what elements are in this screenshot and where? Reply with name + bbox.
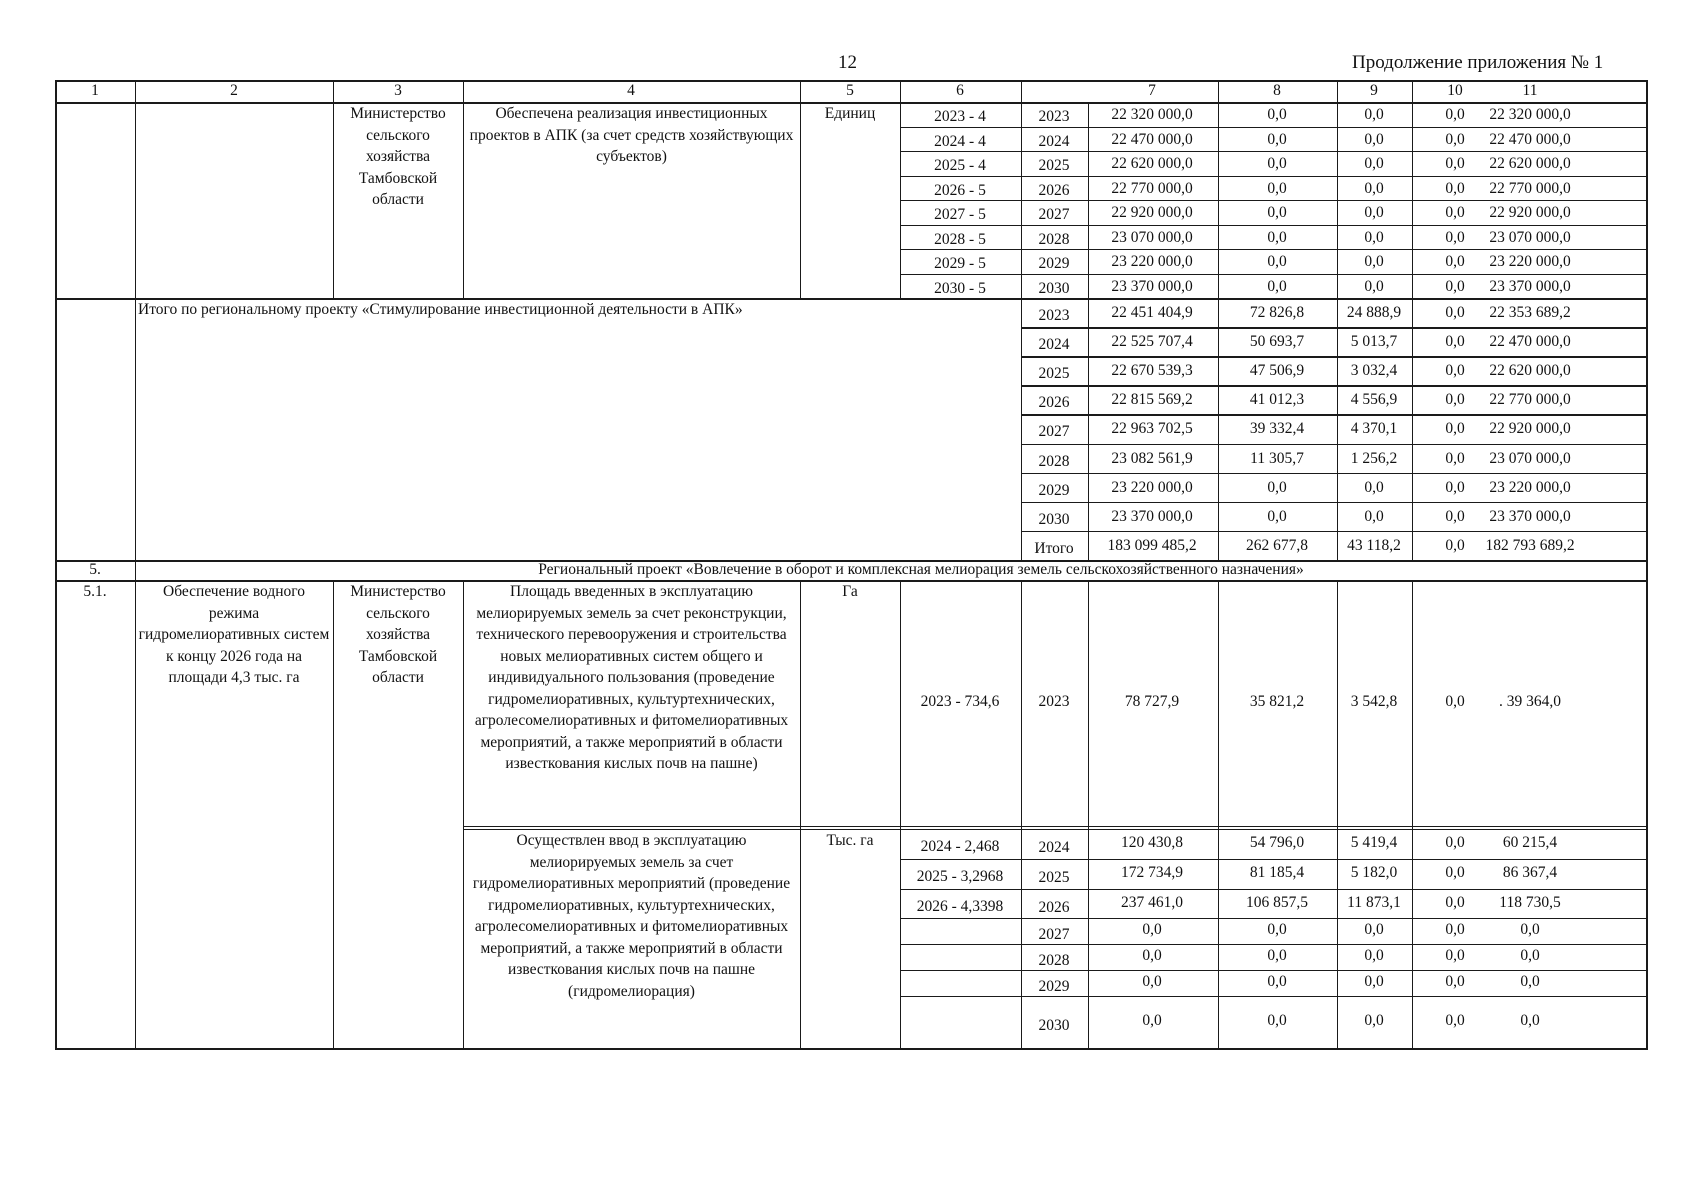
table-rule [900,580,901,1048]
value-cell: 22 770 000,0 [1489,391,1571,409]
table-rule [900,859,1648,860]
year-cell: Итого [1034,539,1074,557]
year-cell: 2029 [1038,978,1070,995]
value-cell: 23 070 000,0 [1489,228,1571,246]
value-cell: 22 815 569,2 [1111,391,1193,409]
value-cell: 237 461,0 [1121,893,1183,911]
budget-table [55,80,1648,1048]
table-rule [135,298,136,560]
table-rule [1021,414,1648,415]
year-cell: 2024 [1038,336,1070,354]
year-cell: 2025 [1038,869,1070,886]
value-cell: 182 793 689,2 [1485,536,1575,554]
column-header-2: 2 [230,82,238,99]
value-cell: 22 353 689,2 [1489,304,1571,321]
target-cell: 2023 - 734,6 [920,693,1000,710]
year-cell: 2023 [1038,108,1070,125]
value-cell: 0,0 [1364,106,1384,123]
target-cell: 2023 - 4 [934,108,986,125]
value-cell: 23 070 000,0 [1489,449,1571,467]
value-cell: 4 370,1 [1350,420,1398,438]
value-cell: 0,0 [1142,947,1162,964]
value-cell: 0,0 [1445,204,1465,221]
table-rule [1021,80,1022,102]
section-title: Региональный проект «Вовлечение в оборот и комплексная мелиорация земель сельскохозяйственного назначения» [538,561,1304,578]
year-cell: 2028 [1038,452,1070,470]
value-cell: 0,0 [1267,228,1287,246]
value-cell: 0,0 [1267,106,1287,123]
page-number: 12 [838,52,857,73]
year-cell: 2026 [1038,181,1070,199]
value-cell: 4 556,9 [1350,391,1398,409]
year-cell: 2030 [1038,279,1070,297]
year-cell: 2025 [1038,157,1070,174]
table-rule [463,102,464,298]
table-rule [1337,580,1338,1048]
value-cell: 0,0 [1445,864,1465,881]
value-cell: 0,0 [1445,507,1465,525]
project-total-label: Итого по региональному проекту «Стимулирование инвестиционной деятельности в АПК» [138,301,743,318]
column-header-6: 6 [956,82,964,99]
value-cell: 0,0 [1364,507,1384,525]
year-cell: 2025 [1038,365,1070,383]
table-rule [900,889,1648,890]
year-cell: 2023 [1038,307,1070,324]
value-cell: 0,0 [1364,155,1384,172]
value-cell: 0,0 [1445,834,1465,851]
result-cell: Осуществлен ввод в эксплуатацию мелиорируемых земель за счет гидромелиоративных мероприятий (проведение гидромелиоративных, культуртехнических, агролесомелиоративных и фитомелиоративных мероприятий, а также мероприятий в области известкования кислых почв на пашне (гидромелиорация) [472,832,791,1000]
table-rule [1021,327,1648,328]
value-cell: 5 182,0 [1350,864,1398,881]
value-cell: 0,0 [1364,228,1384,246]
value-cell: 0,0 [1267,130,1287,148]
target-cell: 2026 - 5 [934,181,986,199]
column-header-4: 4 [627,82,635,99]
result-cell: Обеспечена реализация инвестиционных проектов в АПК (за счет средств хозяйствующих субъектов) [469,105,794,165]
value-cell: 50 693,7 [1249,333,1305,351]
table-rule [463,826,1648,827]
value-cell: 72 826,8 [1249,304,1305,321]
value-cell: 22 670 539,3 [1111,362,1193,380]
value-cell: 23 370 000,0 [1111,507,1193,525]
value-cell: 0,0 [1445,1012,1465,1029]
value-cell: 118 730,5 [1499,893,1561,911]
value-cell: 0,0 [1267,947,1287,964]
value-cell: 0,0 [1445,921,1465,938]
value-cell: 0,0 [1445,277,1465,295]
table-rule [333,80,334,102]
value-cell: 22 525 707,4 [1111,333,1193,351]
column-header-5: 5 [846,82,854,99]
value-cell: 60 215,4 [1502,834,1558,851]
value-cell: 22 470 000,0 [1489,333,1571,351]
executor-cell: Министерство сельского хозяйства Тамбовской области [350,105,446,208]
target-cell: 2024 - 2,468 [920,838,1000,855]
value-cell: 0,0 [1364,179,1384,197]
value-cell: 0,0 [1520,921,1540,938]
value-cell: 0,0 [1445,106,1465,123]
unit-cell: Тыс. га [826,832,874,849]
table-rule [1218,80,1219,102]
table-rule [1021,531,1648,532]
value-cell: 0,0 [1364,1012,1384,1029]
year-cell: 2028 [1038,230,1070,248]
table-rule [1412,80,1413,102]
value-cell: 22 470 000,0 [1111,130,1193,148]
value-cell: 23 220 000,0 [1111,253,1193,270]
value-cell: 120 430,8 [1121,834,1183,851]
value-cell: 22 920 000,0 [1111,204,1193,221]
table-rule [1337,298,1338,560]
value-cell: 0,0 [1142,973,1162,990]
value-cell: 0,0 [1267,277,1287,295]
table-rule [1021,385,1648,386]
value-cell: 23 220 000,0 [1489,253,1571,270]
value-cell: 0,0 [1267,253,1287,270]
target-cell: 2027 - 5 [934,206,986,223]
value-cell: 5 419,4 [1350,834,1398,851]
value-cell: 183 099 485,2 [1107,536,1197,554]
target-cell: 2028 - 5 [934,230,986,248]
table-rule [900,80,901,102]
value-cell: 0,0 [1364,253,1384,270]
value-cell: 0,0 [1445,253,1465,270]
column-header-10: 10 [1447,82,1463,99]
appendix-title: Продолжение приложения № 1 [1352,52,1604,73]
value-cell: 86 367,4 [1502,864,1558,881]
value-cell: 0,0 [1267,1012,1287,1029]
value-cell: 0,0 [1364,277,1384,295]
year-cell: 2027 [1038,926,1070,943]
table-rule [1021,444,1648,445]
value-cell: 22 620 000,0 [1489,362,1571,380]
value-cell: 0,0 [1364,204,1384,221]
value-cell: 0,0 [1142,1012,1162,1029]
value-cell: 23 370 000,0 [1111,277,1193,295]
value-cell: 0,0 [1445,391,1465,409]
value-cell: 0,0 [1445,333,1465,351]
table-rule [1021,502,1648,503]
table-rule [55,80,57,1048]
value-cell: 78 727,9 [1124,693,1180,710]
value-cell: 172 734,9 [1121,864,1183,881]
value-cell: 23 220 000,0 [1489,478,1571,496]
year-cell: 2029 [1038,255,1070,272]
table-rule [1021,473,1648,474]
value-cell: 0,0 [1445,130,1465,148]
value-cell: 3 542,8 [1350,693,1398,710]
value-cell: 0,0 [1267,204,1287,221]
target-cell: 2025 - 4 [934,157,986,174]
value-cell: 0,0 [1445,893,1465,911]
table-rule [1088,298,1089,560]
value-cell: 22 770 000,0 [1111,179,1193,197]
value-cell: 0,0 [1364,973,1384,990]
column-header-8: 8 [1273,82,1281,99]
value-cell: 22 451 404,9 [1111,304,1193,321]
value-cell: 0,0 [1520,1012,1540,1029]
year-cell: 2030 [1038,1017,1070,1034]
value-cell: 1 256,2 [1350,449,1398,467]
table-rule [800,102,801,298]
table-rule [333,580,334,1048]
table-rule [1337,80,1338,102]
table-rule [135,560,136,580]
year-cell: 2023 [1038,693,1070,710]
value-cell: 0,0 [1267,179,1287,197]
target-cell: 2025 - 3,2968 [916,868,1004,885]
value-cell: 23 370 000,0 [1489,277,1571,295]
year-cell: 2030 [1038,510,1070,528]
value-cell: 11 873,1 [1347,893,1401,911]
value-cell: 23 082 561,9 [1111,449,1193,467]
table-rule [135,580,136,1048]
value-cell: 262 677,8 [1246,536,1308,554]
value-cell: 0,0 [1267,507,1287,525]
column-header-11: 11 [1522,82,1538,99]
table-rule [1412,580,1413,1048]
value-cell: 47 506,9 [1249,362,1305,380]
value-cell: 0,0 [1364,921,1384,938]
value-cell: 0,0 [1445,155,1465,172]
value-cell: 0,0 [1520,973,1540,990]
table-rule [1218,298,1219,560]
value-cell: 22 920 000,0 [1489,420,1571,438]
table-rule [463,80,464,102]
table-rule [1218,580,1219,1048]
value-cell: 0,0 [1445,693,1465,710]
value-cell: 41 012,3 [1249,391,1305,409]
year-cell: 2024 [1038,839,1070,856]
year-cell: 2028 [1038,952,1070,969]
table-rule [1412,298,1413,560]
value-cell: 0,0 [1267,478,1287,496]
value-cell: 0,0 [1267,973,1287,990]
value-cell: 22 620 000,0 [1489,155,1571,172]
table-rule [1021,356,1648,357]
value-cell: 0,0 [1142,921,1162,938]
value-cell: 22 320 000,0 [1489,106,1571,123]
value-cell: 0,0 [1445,362,1465,380]
value-cell: 0,0 [1445,478,1465,496]
table-rule [55,1048,1648,1050]
year-cell: 2027 [1038,423,1070,441]
table-rule [800,80,801,102]
value-cell: . 39 364,0 [1499,693,1561,710]
value-cell: 23 220 000,0 [1111,478,1193,496]
item-name: Обеспечение водного режима гидромелиоративных систем к концу 2026 года на площади 4,3 тыс. га [138,583,330,686]
value-cell: 0,0 [1267,155,1287,172]
value-cell: 43 118,2 [1347,536,1401,554]
result-cell: Площадь введенных в эксплуатацию мелиорируемых земель за счет реконструкции, технического перевооружения и строительства новых мелиоративных систем общего и индивидуального пользования (проведение гидромелиоративных, культуртехнических, агролесомелиоративных и фитомелиоративных мероприятий, а также мероприятий в области известкования кислых почв на пашне) [474,583,789,772]
value-cell: 54 796,0 [1249,834,1305,851]
table-rule [1021,580,1022,1048]
table-rule [900,996,1648,997]
item-number: 5.1. [83,583,107,600]
value-cell: 5 013,7 [1350,333,1398,351]
value-cell: 0,0 [1267,921,1287,938]
table-rule [1021,298,1022,560]
value-cell: 22 770 000,0 [1489,179,1571,197]
value-cell: 0,0 [1445,179,1465,197]
value-cell: 35 821,2 [1249,693,1305,710]
value-cell: 0,0 [1445,420,1465,438]
value-cell: 0,0 [1445,228,1465,246]
value-cell: 3 032,4 [1350,362,1398,380]
section-number: 5. [89,561,101,578]
year-cell: 2024 [1038,132,1070,150]
value-cell: 22 920 000,0 [1489,204,1571,221]
executor-cell: Министерство сельского хозяйства Тамбовской области [350,583,446,686]
table-rule [333,102,334,298]
value-cell: 11 305,7 [1250,449,1304,467]
value-cell: 0,0 [1445,536,1465,554]
value-cell: 0,0 [1364,478,1384,496]
value-cell: 24 888,9 [1346,304,1402,321]
table-rule [1088,580,1089,1048]
value-cell: 22 470 000,0 [1489,130,1571,148]
value-cell: 0,0 [1364,947,1384,964]
unit-cell: Единиц [824,105,876,122]
year-cell: 2026 [1038,394,1070,412]
target-cell: 2030 - 5 [934,279,986,297]
table-rule [463,580,464,1048]
value-cell: 39 332,4 [1249,420,1305,438]
target-cell: 2026 - 4,3398 [916,897,1004,915]
value-cell: 0,0 [1445,947,1465,964]
value-cell: 0,0 [1445,449,1465,467]
value-cell: 23 370 000,0 [1489,507,1571,525]
value-cell: 22 320 000,0 [1111,106,1193,123]
column-header-1: 1 [91,82,99,99]
column-header-3: 3 [394,82,402,99]
column-header-7: 7 [1148,82,1156,99]
value-cell: 0,0 [1445,973,1465,990]
value-cell: 22 963 702,5 [1111,420,1193,438]
value-cell: 0,0 [1520,947,1540,964]
target-cell: 2029 - 5 [934,255,986,272]
table-rule [135,80,136,102]
table-rule [800,580,801,1048]
column-header-9: 9 [1370,82,1378,99]
value-cell: 106 857,5 [1246,893,1308,911]
value-cell: 0,0 [1364,130,1384,148]
year-cell: 2027 [1038,206,1070,223]
target-cell: 2024 - 4 [934,132,986,150]
value-cell: 0,0 [1445,304,1465,321]
value-cell: 23 070 000,0 [1111,228,1193,246]
year-cell: 2029 [1038,481,1070,499]
value-cell: 22 620 000,0 [1111,155,1193,172]
table-rule [135,102,136,298]
year-cell: 2026 [1038,898,1070,916]
value-cell: 81 185,4 [1249,864,1305,881]
unit-cell: Га [842,583,858,600]
